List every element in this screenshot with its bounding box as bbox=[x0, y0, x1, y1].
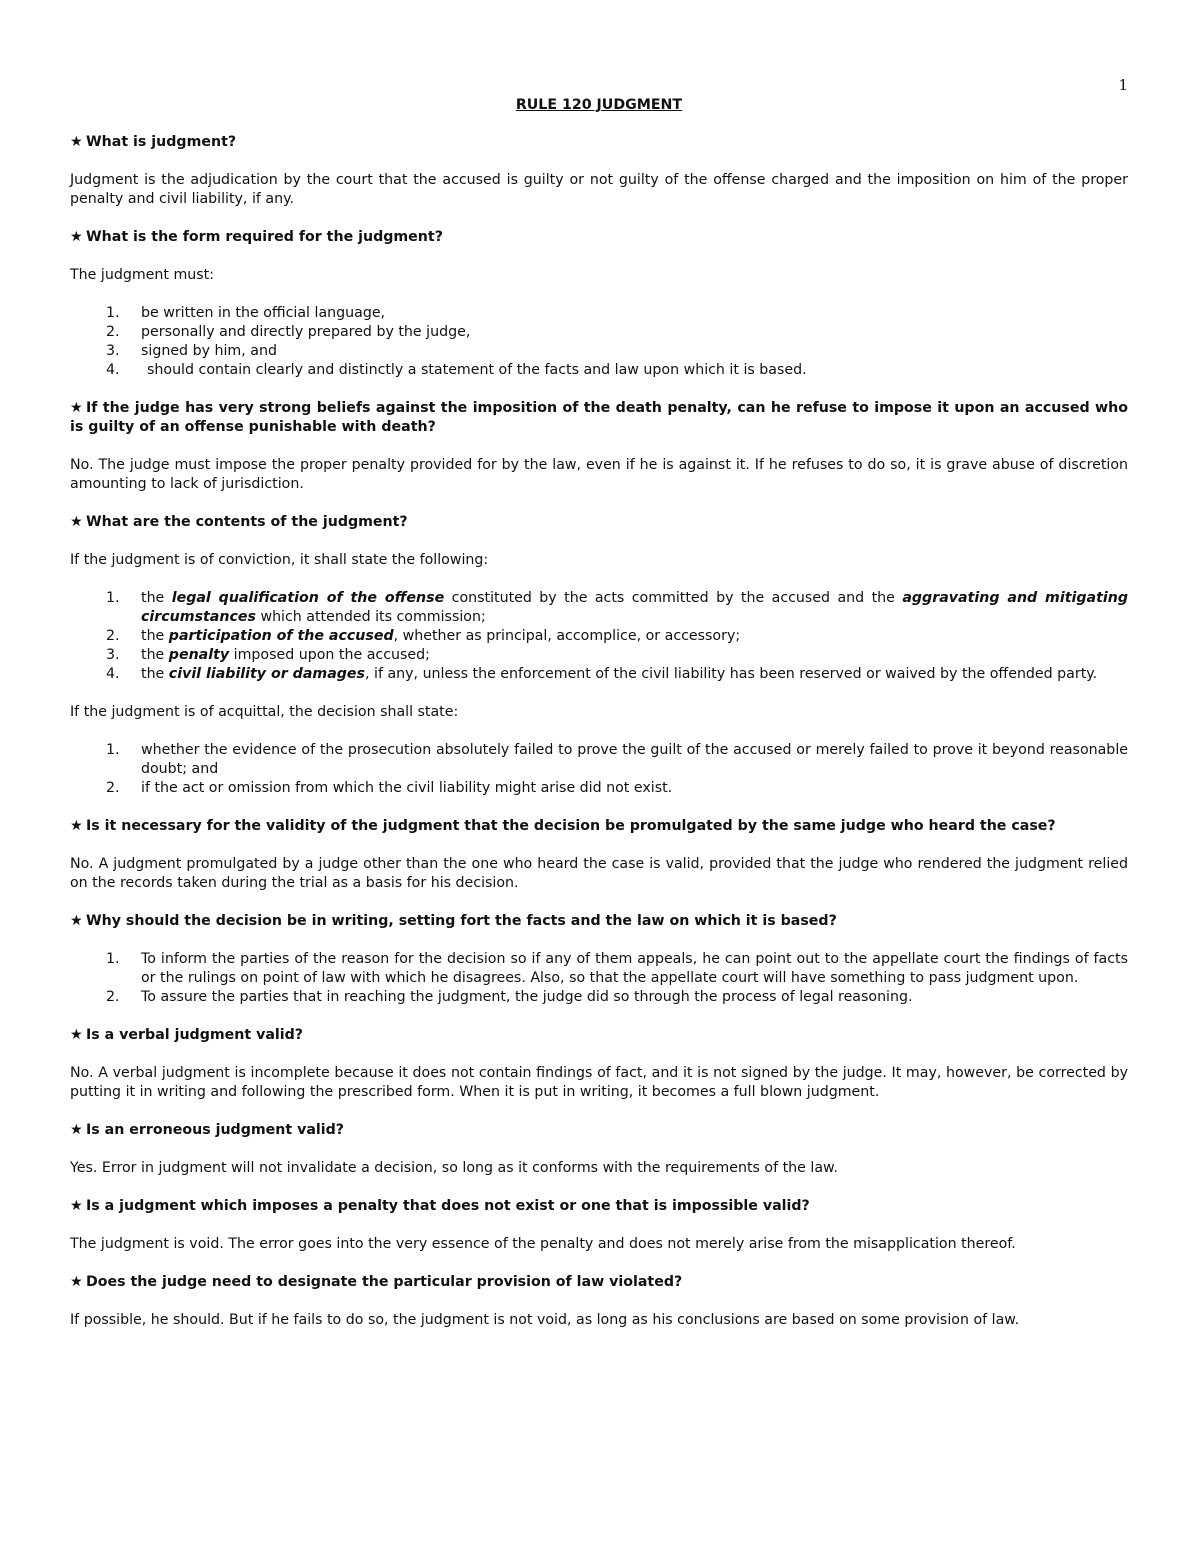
list-item-text: whether the evidence of the prosecution absolutely failed to prove the guilt of the accused or merely failed to prove it beyond reasonable doubt; and bbox=[141, 742, 1128, 777]
answer-paragraph: The judgment is void. The error goes into the very essence of the penalty and does not merely arise from the misapplication thereof. bbox=[70, 1236, 1016, 1252]
list-item bbox=[70, 646, 1128, 665]
list-number: 2. bbox=[106, 989, 120, 1005]
list-text: the bbox=[141, 628, 169, 644]
list-number: 2. bbox=[106, 780, 120, 796]
answer-paragraph: No. The judge must impose the proper penalty provided for by the law, even if he is against it. If he refuses to do so, it is grave abuse of discretion amounting to lack of jurisdiction. bbox=[70, 457, 1128, 492]
question-text: What is the form required for the judgment? bbox=[86, 229, 443, 245]
answer-paragraph: Judgment is the adjudication by the court that the accused is guilty or not guilty of the offense charged and the imposition on him of the proper penalty and civil liability, if any. bbox=[70, 172, 1128, 207]
numbered-list bbox=[70, 950, 1128, 1007]
list-item bbox=[70, 304, 1128, 323]
question-heading bbox=[70, 1273, 1128, 1292]
list-item-text: if the act or omission from which the civil liability might arise did not exist. bbox=[141, 780, 673, 796]
list-item bbox=[70, 741, 1128, 779]
question-heading bbox=[70, 513, 1128, 532]
list-item-text: should contain clearly and distinctly a statement of the facts and law upon which it is based. bbox=[147, 362, 807, 378]
list-item bbox=[70, 361, 1128, 380]
star-icon: ★ bbox=[70, 1122, 83, 1138]
list-number: 2. bbox=[106, 324, 120, 340]
star-icon: ★ bbox=[70, 400, 83, 416]
list-text: , if any, unless the enforcement of the civil liability has been reserved or waived by the offended party. bbox=[365, 666, 1098, 682]
question-text: What are the contents of the judgment? bbox=[86, 514, 408, 530]
list-emphasis: civil liability or damages bbox=[168, 666, 365, 682]
list-item-text: be written in the official language, bbox=[141, 305, 386, 321]
list-text: constituted by the acts committed by the accused and the bbox=[444, 590, 903, 606]
list-number: 2. bbox=[106, 628, 120, 644]
numbered-list bbox=[70, 741, 1128, 798]
answer-paragraph: If possible, he should. But if he fails to do so, the judgment is not void, as long as his conclusions are based on some provision of law. bbox=[70, 1312, 1020, 1328]
list-text: the bbox=[141, 647, 169, 663]
question-text: Why should the decision be in writing, setting fort the facts and the law on which it is based? bbox=[86, 913, 837, 929]
question-heading bbox=[70, 1026, 1128, 1045]
answer-paragraph: If the judgment is of acquittal, the decision shall state: bbox=[70, 704, 459, 720]
question-heading bbox=[70, 912, 1128, 931]
question-heading bbox=[70, 399, 1128, 437]
question-text: Is an erroneous judgment valid? bbox=[86, 1122, 345, 1138]
list-number: 1. bbox=[106, 742, 120, 758]
list-text: the bbox=[141, 590, 172, 606]
list-number: 1. bbox=[106, 590, 120, 606]
list-text: the bbox=[141, 666, 169, 682]
list-item bbox=[70, 627, 1128, 646]
list-emphasis: penalty bbox=[168, 647, 230, 663]
numbered-list bbox=[70, 589, 1128, 684]
list-item-text: To inform the parties of the reason for the decision so if any of them appeals, he can point out to the appellate court the findings of facts or the rulings on point of law with which he disagrees. Also, so that the appellate court will have something to pass judgment upon. bbox=[141, 951, 1128, 986]
list-emphasis: participation of the accused bbox=[168, 628, 394, 644]
list-item bbox=[70, 342, 1128, 361]
star-icon: ★ bbox=[70, 1274, 83, 1290]
list-item-text: personally and directly prepared by the judge, bbox=[141, 324, 471, 340]
list-item bbox=[70, 323, 1128, 342]
list-number: 3. bbox=[106, 343, 120, 359]
list-number: 3. bbox=[106, 647, 120, 663]
question-text: Is it necessary for the validity of the judgment that the decision be promulgated by the same judge who heard the case? bbox=[86, 818, 1056, 834]
list-item-text: To assure the parties that in reaching the judgment, the judge did so through the process of legal reasoning. bbox=[141, 989, 913, 1005]
list-text: which attended its commission; bbox=[255, 609, 486, 625]
list-text: imposed upon the accused; bbox=[229, 647, 430, 663]
list-number: 4. bbox=[106, 666, 120, 682]
list-item bbox=[70, 988, 1128, 1007]
star-icon: ★ bbox=[70, 818, 83, 834]
question-heading bbox=[70, 228, 1128, 247]
answer-paragraph: No. A judgment promulgated by a judge other than the one who heard the case is valid, provided that the judge who rendered the judgment relied on the records taken during the trial as a basis for his decision. bbox=[70, 856, 1128, 891]
answer-paragraph: No. A verbal judgment is incomplete because it does not contain findings of fact, and it is not signed by the judge. It may, however, be corrected by putting it in writing and following the prescribed form. When it is put in writing, it becomes a full blown judgment. bbox=[70, 1065, 1128, 1100]
star-icon: ★ bbox=[70, 229, 83, 245]
question-heading bbox=[70, 1197, 1128, 1216]
list-emphasis: aggravating and mitigating circumstances bbox=[141, 590, 1128, 625]
list-number: 1. bbox=[106, 951, 120, 967]
question-text: What is judgment? bbox=[86, 134, 237, 150]
list-item bbox=[70, 589, 1128, 627]
list-item bbox=[70, 950, 1128, 988]
list-item bbox=[70, 779, 1128, 798]
numbered-list bbox=[70, 304, 1128, 380]
star-icon: ★ bbox=[70, 1198, 83, 1214]
list-text: , whether as principal, accomplice, or accessory; bbox=[393, 628, 741, 644]
document-body bbox=[70, 96, 1128, 1349]
page-number: 1 bbox=[1118, 76, 1128, 94]
question-text: If the judge has very strong beliefs against the imposition of the death penalty, can he refuse to impose it upon an accused who is guilty of an offense punishable with death? bbox=[70, 400, 1128, 435]
star-icon: ★ bbox=[70, 913, 83, 929]
question-heading bbox=[70, 1121, 1128, 1140]
question-heading bbox=[70, 817, 1128, 836]
list-item-text: signed by him, and bbox=[141, 343, 277, 359]
list-number: 4. bbox=[106, 362, 120, 378]
star-icon: ★ bbox=[70, 514, 83, 530]
list-emphasis: legal qualification of the offense bbox=[171, 590, 445, 606]
question-text: Does the judge need to designate the particular provision of law violated? bbox=[86, 1274, 683, 1290]
answer-paragraph: Yes. Error in judgment will not invalidate a decision, so long as it conforms with the requirements of the law. bbox=[70, 1160, 838, 1176]
star-icon: ★ bbox=[70, 1027, 83, 1043]
star-icon: ★ bbox=[70, 134, 83, 150]
question-text: Is a verbal judgment valid? bbox=[86, 1027, 304, 1043]
question-heading bbox=[70, 133, 1128, 152]
list-item bbox=[70, 665, 1128, 684]
document-title: RULE 120 JUDGMENT bbox=[515, 97, 683, 113]
list-number: 1. bbox=[106, 305, 120, 321]
question-text: Is a judgment which imposes a penalty that does not exist or one that is impossible valid? bbox=[86, 1198, 810, 1214]
answer-paragraph: If the judgment is of conviction, it shall state the following: bbox=[70, 552, 489, 568]
answer-paragraph: The judgment must: bbox=[70, 267, 215, 283]
